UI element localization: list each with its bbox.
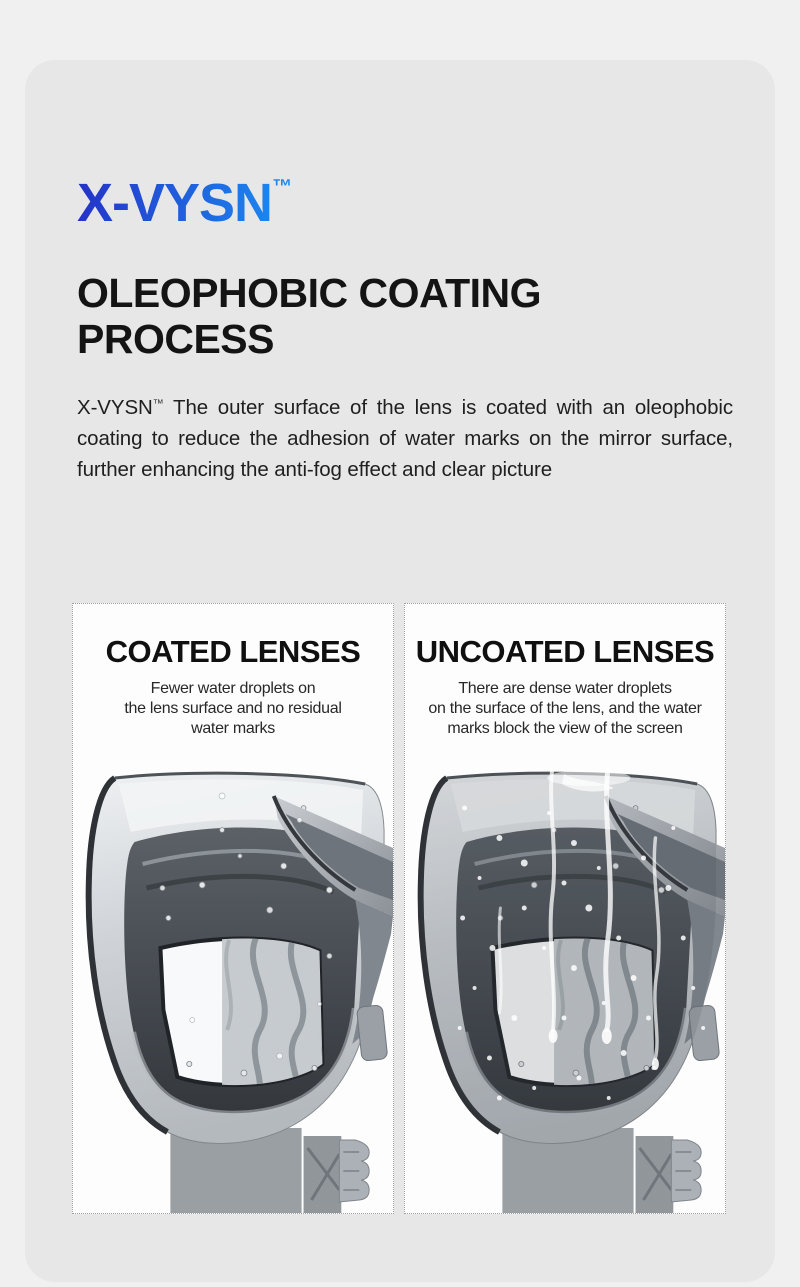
panel-caption-uncoated xyxy=(405,679,725,739)
brand-logo xyxy=(77,158,733,246)
caption-line: the lens surface and no residual xyxy=(124,700,342,718)
brand-name: X-VYSN xyxy=(77,173,273,233)
brand-wordmark xyxy=(77,158,292,232)
uncoated-lens-image xyxy=(405,768,725,1213)
page-title: OLEOPHOBIC COATING PROCESS xyxy=(77,270,542,362)
content-card xyxy=(25,60,775,1282)
description-trademark-symbol: ™ xyxy=(152,398,164,411)
comparison-panel-coated xyxy=(72,603,394,1214)
trademark-symbol: ™ xyxy=(272,176,293,198)
caption-line: water marks xyxy=(191,720,275,738)
caption-line: There are dense water droplets xyxy=(458,680,672,698)
description-body: The outer surface of the lens is coated with an oleophobic coating to reduce the adhesion of water marks on the mirror surface, further enhancing the anti-fog effect and clear picture xyxy=(77,396,733,482)
panel-title-uncoated: UNCOATED LENSES xyxy=(415,634,715,670)
description-text xyxy=(77,389,733,485)
caption-line: on the surface of the lens, and the water xyxy=(428,700,702,718)
caption-line: Fewer water droplets on xyxy=(150,680,316,698)
comparison-panel-uncoated xyxy=(404,603,726,1214)
comparison-section xyxy=(72,603,726,1214)
description-brand: X-VYSN xyxy=(77,396,153,420)
panel-title-coated: COATED LENSES xyxy=(105,634,361,670)
panel-caption-coated xyxy=(73,679,393,739)
coated-lens-image xyxy=(73,768,393,1213)
caption-line: marks block the view of the screen xyxy=(447,720,683,738)
